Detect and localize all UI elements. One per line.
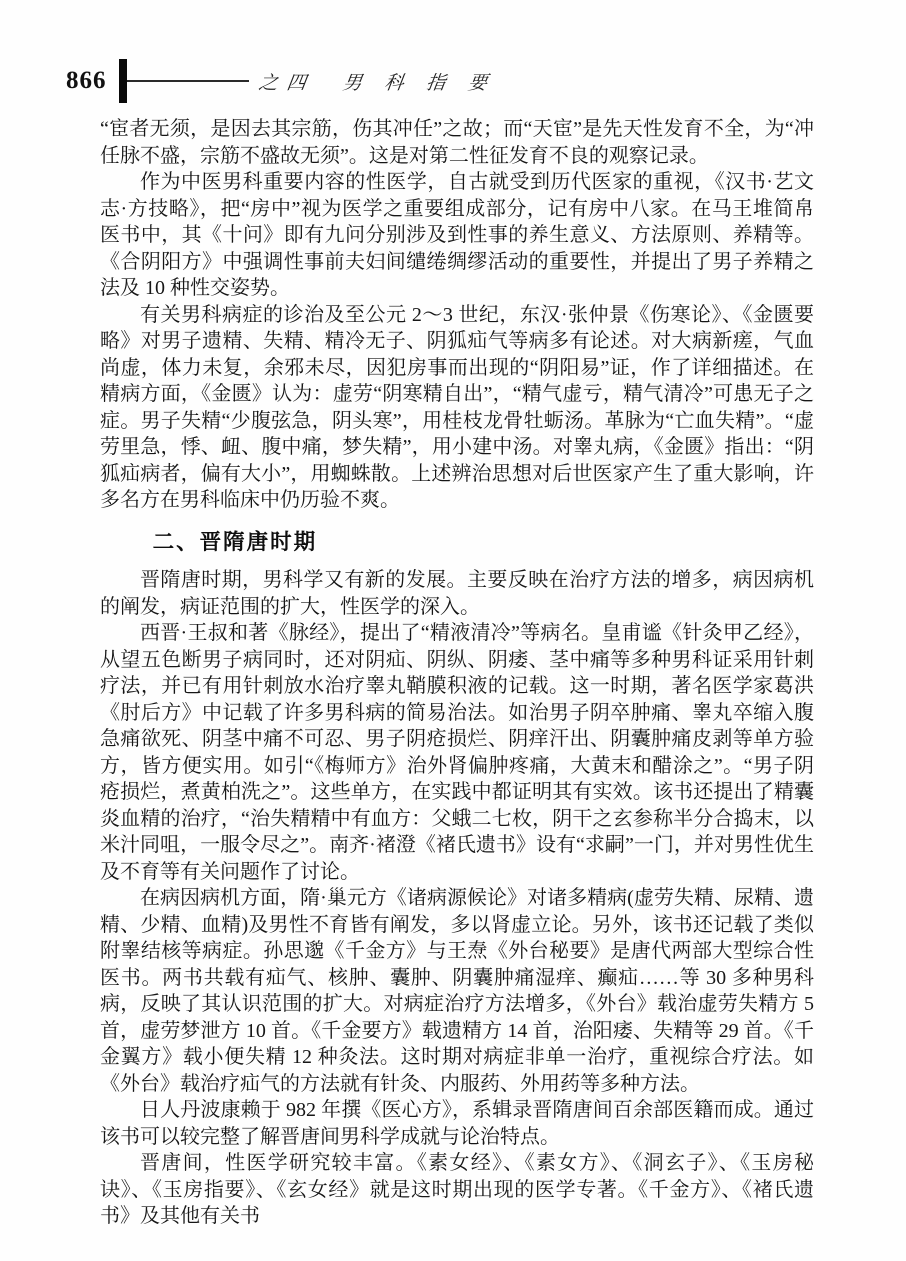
running-title: 之四 男 科 指 要 xyxy=(256,72,497,94)
page-number: 866 xyxy=(66,67,107,94)
paragraph-jin-sui-tang-overview: 晋隋唐时期，男科学又有新的发展。主要反映在治疗方法的增多，病因病机的阐发，病证范围的扩大，性医学的深入。 xyxy=(100,569,814,618)
section-heading: 二、晋隋唐时期 xyxy=(152,529,318,554)
header-bar xyxy=(119,59,127,103)
header-rule xyxy=(127,80,249,82)
paragraph-yixinfang: 日人丹波康赖于 982 年撰《医心方》，系辑录晋隋唐间百余部医籍而成。通过该书可以较完整了解晋唐间男科学成就与论治特点。 xyxy=(100,1099,814,1148)
paragraph-sexology-history: 作为中医男科重要内容的性医学，自古就受到历代医家的重视，《汉书·艺文志·方技略》，把“房中”视为医学之重要组成部分，记有房中八家。在马王堆简帛医书中，其《十问》即有九问分别涉及到性事的养生意义、方法原则、养精等。《合阴阳方》中强调性事前夫妇间缱绻绸缪活动的重要性，并提出了男子养精之法及 10 种性交姿势。 xyxy=(100,171,814,299)
page-header xyxy=(66,58,496,104)
paragraph-han-dynasty: 有关男科病症的诊治及至公元 2～3 世纪，东汉·张仲景《伤寒论》、《金匮要略》对男子遗精、失精、精冷无子、阴狐疝气等病多有论述。对大病新瘥，气血尚虚，体力未复，余邪未尽，因犯房事而出现的“阴阳易”证，作了详细描述。在精病方面，《金匮》认为：虚劳“阴寒精自出”，“精气虚亏，精气清冷”可患无子之症。男子失精“少腹弦急，阴头寒”，用桂枝龙骨牡蛎汤。革脉为“亡血失精”。“虚劳里急，悸、衄、腹中痛，梦失精”，用小建中汤。对睾丸病，《金匮》指出：“阴狐疝病者，偏有大小”，用蜘蛛散。上述辨治思想对后世医家产生了重大影响，许多名方在男科临床中仍历验不爽。 xyxy=(100,303,814,511)
paragraph-intro-continuation: “宦者无须，是因去其宗筋，伤其冲任”之故；而“天宦”是先天性发育不全，为“冲任脉不盛，宗筋不盛故无须”。这是对第二性征发育不良的观察记录。 xyxy=(100,118,814,167)
paragraph-western-jin: 西晋·王叔和著《脉经》，提出了“精液清冷”等病名。皇甫谧《针灸甲乙经》，从望五色断男子病同时，还对阴疝、阴纵、阴痿、茎中痛等多种男科证采用针刺疗法，并已有用针刺放水治疗睾丸鞘膜积液的记载。这一时期，著名医学家葛洪《肘后方》中记载了许多男科病的简易治法。如治男子阴卒肿痛、睾丸卒缩入腹急痛欲死、阴茎中痛不可忍、男子阴疮损烂、阴痒汗出、阴囊肿痛皮剥等单方验方，皆方便实用。如引“《梅师方》治外肾偏肿疼痛，大黄末和醋涂之”。“男子阴疮损烂，煮黄柏洗之”。这些单方，在实践中都证明其有实效。该书还提出了精囊炎血精的治疗，“治失精精中有血方：父蛾二七枚，阴干之玄参称半分合捣末，以米汁同咀，一服令尽之”。南齐·褚澄《褚氏遗书》设有“求嗣”一门，并对男性优生及不育等有关问题作了讨论。 xyxy=(100,622,814,883)
paragraph-etiology-pathogenesis: 在病因病机方面，隋·巢元方《诸病源候论》对诸多精病(虚劳失精、尿精、遗精、少精、血精)及男性不育皆有阐发，多以肾虚立论。另外，该书还记载了类似附睾结核等病症。孙思邈《千金方》与王焘《外台秘要》是唐代两部大型综合性医书。两书共载有疝气、核肿、囊肿、阴囊肿痛湿痒、癫疝……等 30 多种男科病，反映了其认识范围的扩大。对病症治疗方法增多，《外台》载治虚劳失精方 5 首，虚劳梦泄方 10 首。《千金要方》载遗精方 14 首，治阳痿、失精等 29 首。《千金翼方》载小便失精 12 种灸法。这时期对病症非单一治疗，重视综合疗法。如《外台》载治疗疝气的方法就有针灸、内服药、外用药等多种方法。 xyxy=(100,887,814,1095)
page-body xyxy=(100,116,814,1230)
paragraph-sexology-monographs: 晋唐间，性医学研究较丰富。《素女经》、《素女方》、《洞玄子》、《玉房秘诀》、《玉房指要》、《玄女经》就是这时期出现的医学专著。《千金方》、《褚氏遗书》及其他有关书 xyxy=(100,1152,814,1227)
